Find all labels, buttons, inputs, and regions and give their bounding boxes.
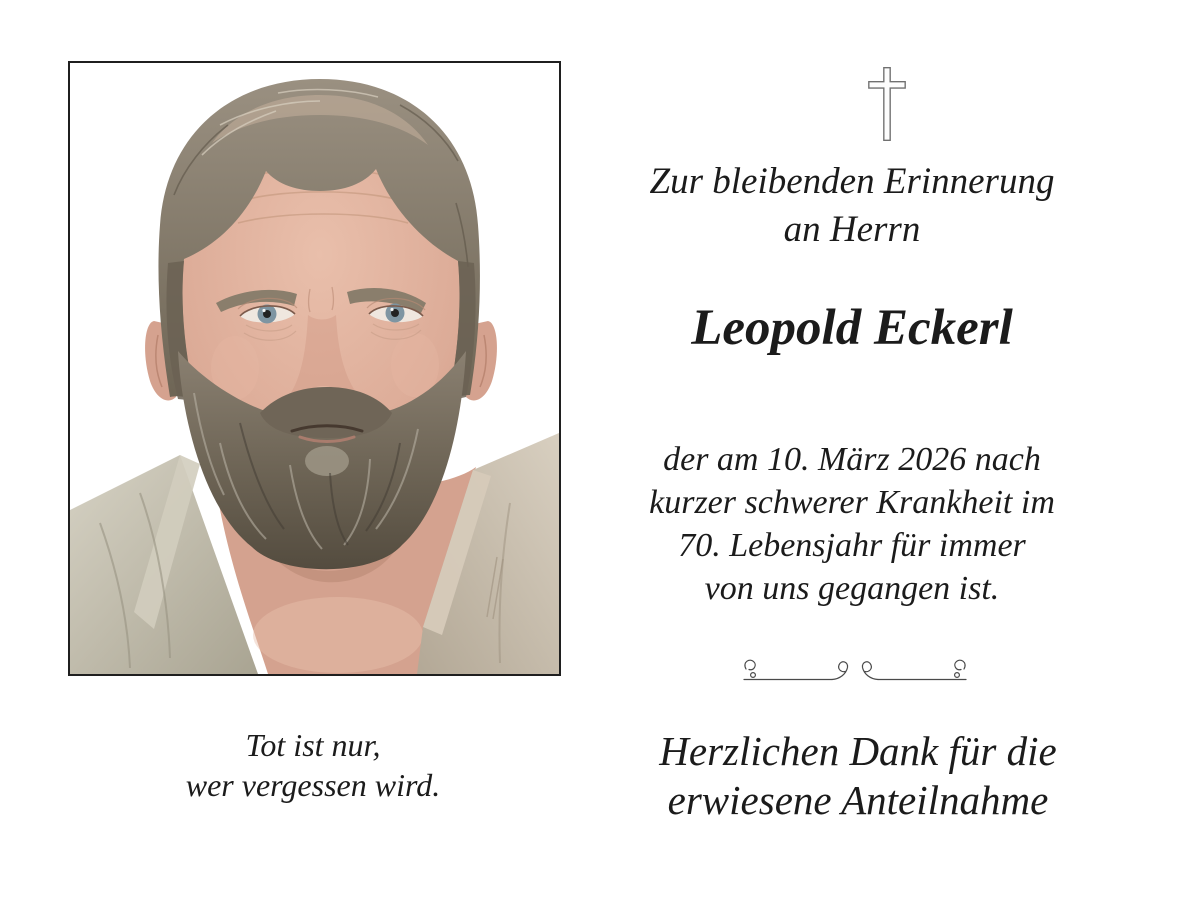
flourish-divider-icon	[733, 657, 977, 691]
obituary-line-1: der am 10. März 2026 nach	[663, 441, 1041, 478]
caption-line-1: Tot ist nur,	[245, 727, 381, 763]
deceased-name: Leopold Eckerl	[691, 300, 1013, 356]
intro-text	[602, 158, 1102, 254]
cross-icon	[867, 64, 907, 144]
intro-line-1: Zur bleibenden Erinnerung	[649, 161, 1055, 202]
portrait-photo	[68, 61, 561, 676]
intro-line-2: an Herrn	[783, 209, 921, 250]
thanks-text	[605, 727, 1111, 825]
thanks-line-1: Herzlichen Dank für die	[659, 728, 1057, 774]
thanks-line-2: erwiesene Anteilnahme	[667, 777, 1049, 823]
obituary-line-4: von uns gegangen ist.	[704, 570, 1000, 607]
photo-caption	[133, 725, 493, 805]
obituary-line-3: 70. Lebensjahr für immer	[678, 527, 1026, 564]
portrait-illustration	[70, 63, 559, 674]
caption-line-2: wer vergessen wird.	[185, 767, 441, 803]
obituary-line-2: kurzer schwerer Krankheit im	[649, 484, 1055, 521]
obituary-text	[602, 438, 1102, 610]
